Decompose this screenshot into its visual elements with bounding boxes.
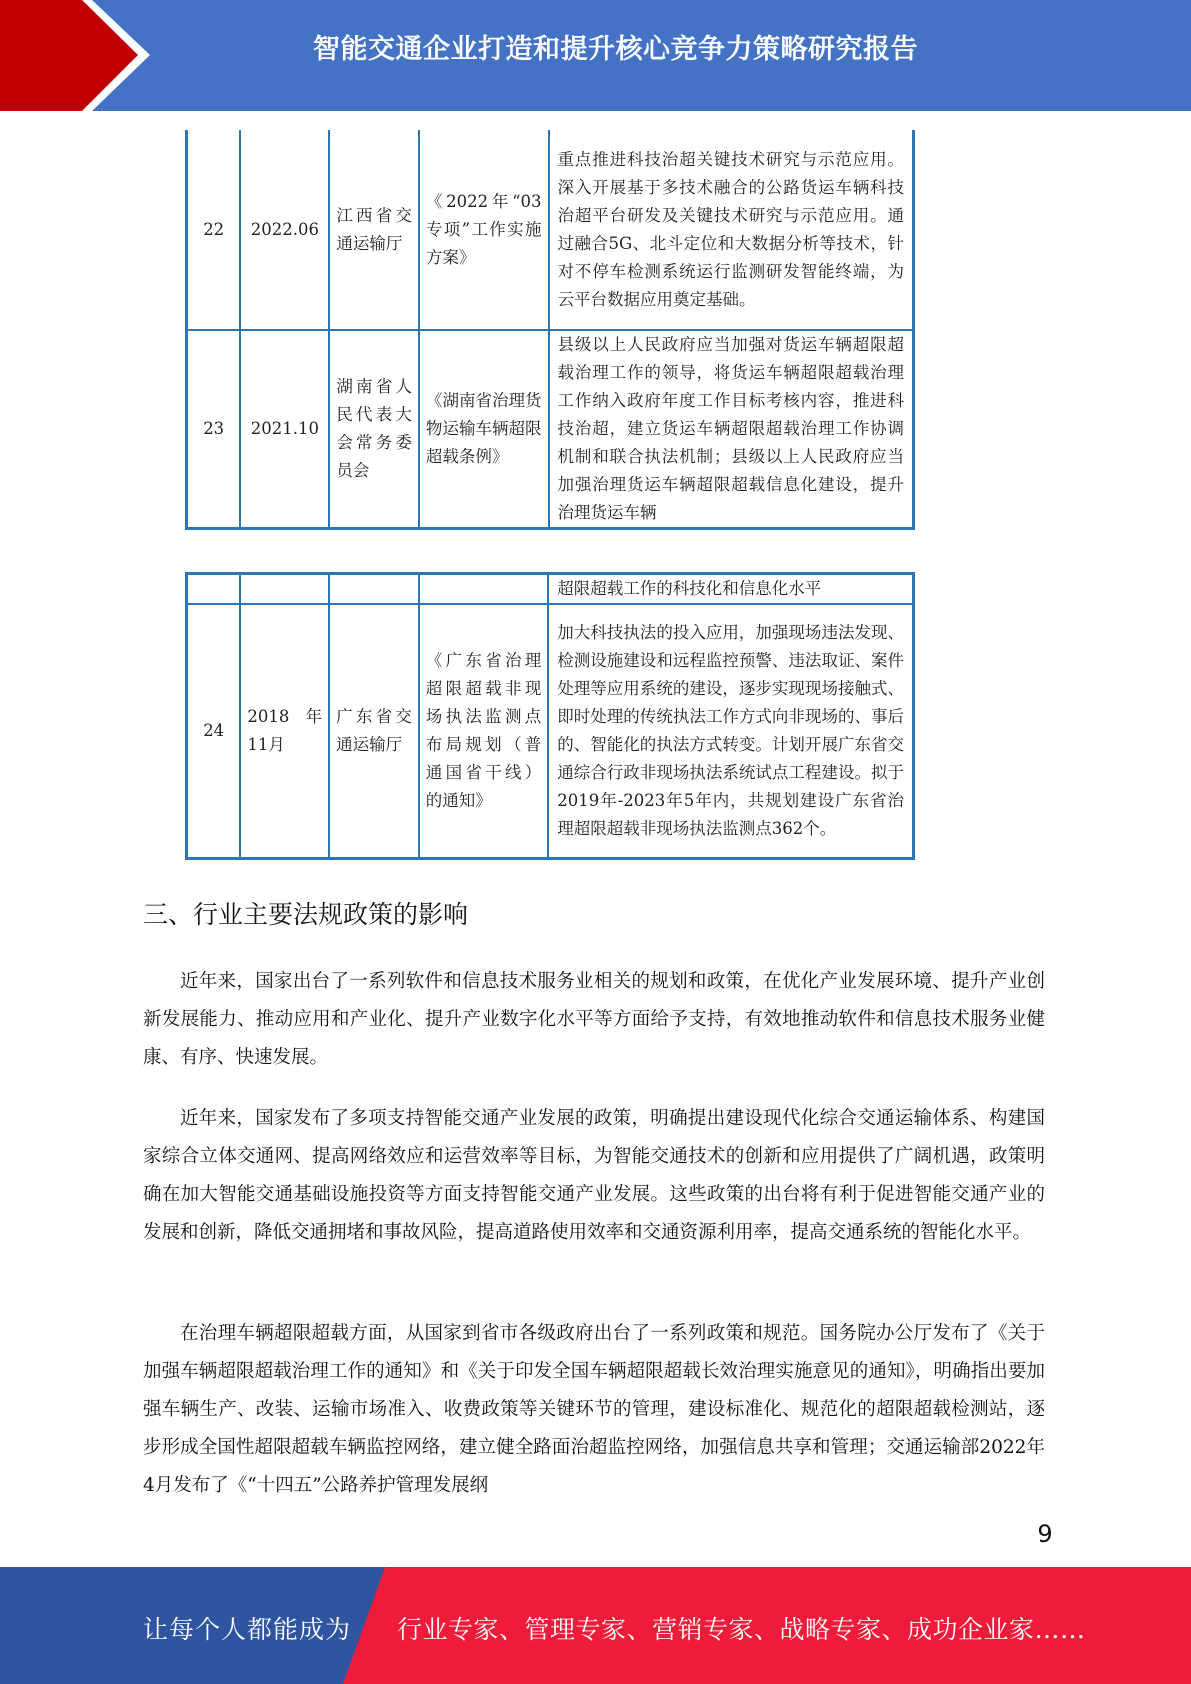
- row-number: 23: [187, 330, 241, 529]
- footer-slogan-left: 让每个人都能成为: [143, 1615, 352, 1644]
- policy-table-part-2: [185, 572, 915, 860]
- page-header: [0, 0, 1191, 111]
- row-number: [187, 574, 241, 605]
- section-heading: 三、行业主要法规政策的影响: [143, 900, 469, 929]
- row-document: 《湖南省治理货物运输车辆超限超载条例》: [419, 330, 549, 529]
- header-title: 智能交通企业打造和提升核心竞争力策略研究报告: [313, 34, 918, 65]
- table-row: [187, 130, 914, 330]
- table-row: [187, 330, 914, 529]
- row-content: 县级以上人民政府应当加强对货运车辆超限超载治理工作的领导，将货运车辆超限超载治理工作纳入政府年度工作目标考核内容，推进科技治超，建立货运车辆超限超载治理工作协调机制和联合执法机制；县级以上人民政府应当加强治理货运车辆超限超载信息化建设，提升治理货运车辆: [549, 330, 914, 529]
- policy-table-part-1: [185, 130, 915, 530]
- paragraph: 在治理车辆超限超载方面，从国家到省市各级政府出台了一系列政策和规范。国务院办公厅发布了《关于加强车辆超限超载治理工作的通知》和《关于印发全国车辆超限超载长效治理实施意见的通知》，明确指出要加强车辆生产、改装、运输市场准入、收费政策等关键环节的管理，建设标准化、规范化的超限超载检测站，逐步形成全国性超限超载车辆监控网络，建立健全路面治超监控网络，加强信息共享和管理；交通运输部2022年4月发布了《“十四五”公路养护管理发展纲: [143, 1323, 1045, 1496]
- row-content: 超限超载工作的科技化和信息化水平: [548, 574, 913, 605]
- table-row: [187, 604, 914, 858]
- row-number: 22: [187, 130, 241, 330]
- row-issuer: 广东省交通运输厅: [329, 604, 419, 858]
- header-red-arrow-icon: [0, 0, 150, 111]
- row-issuer: 江西省交通运输厅: [329, 130, 419, 330]
- row-date: 2022.06: [240, 130, 329, 330]
- row-content: 加大科技执法的投入应用，加强现场违法发现、检测设施建设和远程监控预警、违法取证、案件处理等应用系统的建设，逐步实现现场接触式、即时处理的传统执法工作方式向非现场的、事后的、智能化的执法方式转变。计划开展广东省交通综合行政非现场执法系统试点工程建设。拟于2019年-2023年5年内，共规划建设广东省治理超限超载非现场执法监测点362个。: [548, 604, 913, 858]
- row-number: 24: [187, 604, 241, 858]
- page-number: 9: [1037, 1520, 1053, 1548]
- paragraph: 近年来，国家发布了多项支持智能交通产业发展的政策，明确提出建设现代化综合交通运输体系、构建国家综合立体交通网、提高网络效应和运营效率等目标，为智能交通技术的创新和应用提供了广阔机遇，政策明确在加大智能交通基础设施投资等方面支持智能交通产业发展。这些政策的出台将有利于促进智能交通产业的发展和创新，降低交通拥堵和事故风险，提高道路使用效率和交通资源利用率，提高交通系统的智能化水平。: [143, 1108, 1045, 1243]
- paragraph: 近年来，国家出台了一系列软件和信息技术服务业相关的规划和政策，在优化产业发展环境、提升产业创新发展能力、推动应用和产业化、提升产业数字化水平等方面给予支持，有效地推动软件和信息技术服务业健康、有序、快速发展。: [143, 971, 1045, 1068]
- table-row: [187, 574, 914, 605]
- row-date: [240, 574, 329, 605]
- row-date: 2021.10: [240, 330, 329, 529]
- row-date: 2018 年 11月: [240, 604, 329, 858]
- footer-slogan-right: 行业专家、管理专家、营销专家、战略专家、成功企业家……: [397, 1615, 1086, 1644]
- row-content: 重点推进科技治超关键技术研究与示范应用。深入开展基于多技术融合的公路货运车辆科技治超平台研发及关键技术研究与示范应用。通过融合5G、北斗定位和大数据分析等技术，针对不停车检测系统运行监测研发智能终端，为云平台数据应用奠定基础。: [549, 130, 914, 330]
- row-document: 《广东省治理超限超载非现场执法监测点布局规划（普通国省干线）的通知》: [419, 604, 548, 858]
- row-issuer: [329, 574, 419, 605]
- row-issuer: 湖南省人民代表大会常务委员会: [329, 330, 419, 529]
- row-document: [419, 574, 548, 605]
- row-document: 《2022年“03专项”工作实施方案》: [419, 130, 549, 330]
